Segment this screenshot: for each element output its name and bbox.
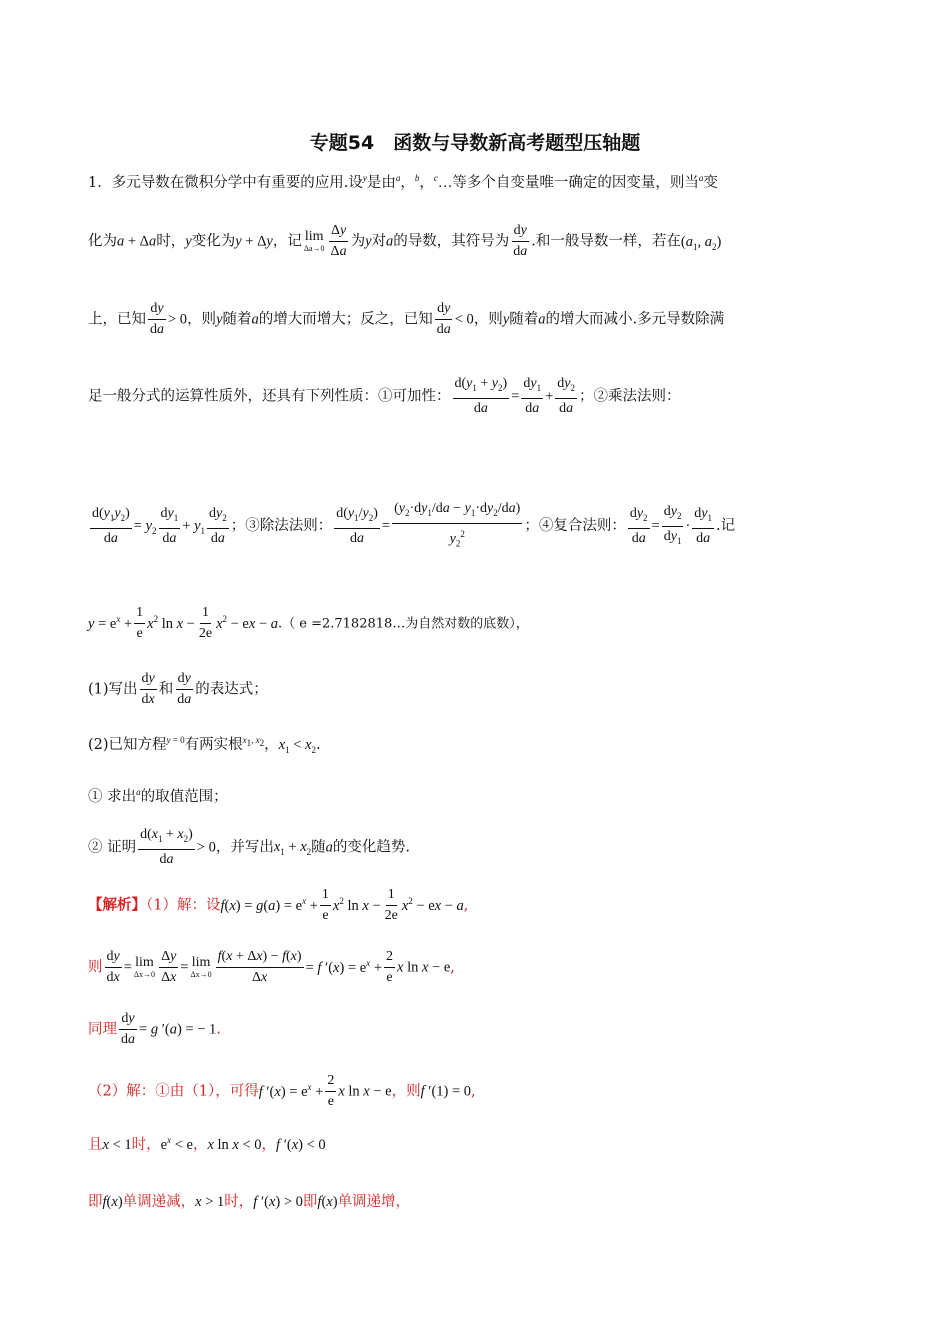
text: 1．多元导数在微积分学中有重要的应用.设: [88, 174, 363, 191]
text: 时，: [224, 1194, 254, 1210]
text: ；②乘法法则：: [579, 388, 681, 405]
text: 有两实根: [184, 736, 243, 753]
text: ，则: [473, 311, 503, 328]
text: ，并写出: [215, 839, 274, 856]
solution-line-5: 且x < 1时，$e^x < e$，x ln x < 0，f ′(x) < 0: [88, 1135, 326, 1153]
solution-line-3: 同理 $\frac{dy}{da}$ = g ′(a) = − 1.: [88, 1011, 221, 1047]
problem-line-6: $y = e^x$ + $\frac{1}{e}$ $x^2$ ln x − $\frac{1}{2e}$ $x^2$ − ex − a.（ e =2.7182818…为自然对数的底数），: [88, 605, 529, 641]
text: 变: [703, 174, 718, 191]
question-1: (1)写出 $\frac{dy}{dx}$ 和 $\frac{dy}{da}$ 的表达式；: [88, 671, 268, 707]
text: 时，: [131, 1136, 161, 1153]
problem-line-2: 化为a + Δa时，y变化为y + Δy，记 lim Δa→0 $\frac{\Delta y}{\Delta a}$ 为y对a的导数，其符号为 $\frac{dy}{da}$ .和一般导数一样，若在($a_1$, $a_2$): [88, 223, 722, 259]
text: ，: [264, 736, 279, 753]
text: 足一般分式的运算性质外，还具有下列性质：①可加性：: [88, 388, 451, 405]
problem-line-4: 足一般分式的运算性质外，还具有下列性质：①可加性： $\frac{d(y_1 + y_2)}{da}$ = $\frac{dy_1}{da}$ + $\frac{dy_2}{da}$ ；②乘法法则：: [88, 376, 681, 416]
text: 时，: [156, 233, 186, 250]
text: 的增大而减小.多元导数除满: [545, 311, 725, 328]
text: ① 求出: [88, 788, 137, 805]
solution-line-4: （2）解：①由（1），可得f $'(x) = e^x$ + $\frac{2}{e}$ x ln x − e，则f ′(1) = 0,: [88, 1073, 476, 1109]
text: ，: [419, 174, 434, 191]
text: 且: [88, 1136, 103, 1153]
question-4: ② 证明 $\frac{d(x_1 + x_2)}{da}$ > 0，并写出$x_1 + x_2$随a的变化趋势.: [88, 827, 411, 867]
question-2: (2)已知方程$^{y = 0}$有两实根$^{x_1, x_2}$，$x_1 < x_2$.: [88, 735, 321, 755]
text: 随: [311, 839, 326, 856]
text: （2）解：①由（1），可得: [88, 1083, 259, 1100]
text: 单调递减，: [122, 1194, 196, 1210]
text: 是由: [366, 174, 396, 191]
solution-line-1: 【解析】（1）解：设$f(x) = g(a) = e^x$ + $\frac{1}{e}$ $x^2$ ln x − $\frac{1}{2e}$ $x^2$ − ex − a,: [88, 887, 469, 923]
text: ② 证明: [88, 839, 137, 856]
text: 为自然对数的底数），: [405, 616, 529, 632]
problem-line-3: 上，已知 $\frac{dy}{da}$ > 0，则y随着a的增大而增大；反之，已知 $\frac{dy}{da}$ < 0，则y随着a的增大而减小.多元导数除满: [88, 301, 725, 337]
text: .和一般导数一样，若在: [531, 233, 681, 250]
text: 的取值范围；: [140, 788, 228, 805]
question-3: ① 求出$^a$的取值范围；: [88, 787, 228, 805]
text: （ e =2.7182818: [282, 616, 393, 632]
text: 的增大而增大；反之，已知: [258, 311, 433, 328]
text: 变化为: [191, 233, 236, 250]
text: ，则: [187, 311, 217, 328]
text: 为: [350, 233, 366, 250]
text: (1)写出: [88, 681, 138, 698]
problem-line-5: $\frac{d(y_1y_2)}{da}$ = $y_2$ $\frac{dy_1}{da}$ + $y_1$ $\frac{dy_2}{da}$ ；③除法法则： $\frac{d(y_1/y_2)}{da}$ = $\frac{(y_2\cdot dy_1/da - y_1\cdot dy_2/da)}{y_2^2}$ ；④复合法则： $\frac{dy_2}{da}$ = $\frac{dy_2}{dy_1}$ · $\frac{dy_1}{da}$ .记: [92, 501, 736, 549]
text: ；④复合法则：: [524, 518, 626, 535]
text: 等多个自变量唯一确定的因变量，则当: [452, 174, 699, 191]
text: 的表达式；: [195, 681, 268, 698]
text: ，: [400, 174, 415, 191]
text: 即: [88, 1194, 103, 1210]
solution-line-2: 则 $\frac{dy}{dx}$ = lim Δx→0 $\frac{\Delta y}{\Delta x}$ = lim Δx→0 $\frac{f(x + \Delta x) - f(x)}{\Delta x}$ = f $'(x) = e^x$ + $\frac{2}{e}$ x ln x − e,: [88, 949, 455, 985]
text: ，则: [391, 1083, 421, 1100]
text: ；③除法法则：: [230, 518, 333, 535]
text: 的导数，其符号为: [393, 233, 510, 250]
analysis-tag: 【解析】: [88, 896, 146, 914]
solution-line-6: 即f(x)单调递减，x > 1时，f ′(x) > 0即f(x)单调递增，: [88, 1194, 411, 1210]
text: (2)已知方程: [88, 736, 167, 753]
problem-line-1: 1．多元导数在微积分学中有重要的应用.设$^y$是由$^a$，$^b$，$^c$…等多个自变量唯一确定的因变量，则当$^a$变: [88, 173, 718, 191]
text: .记: [716, 518, 736, 535]
text: 则: [88, 959, 103, 976]
text: 单调递增，: [337, 1194, 411, 1210]
text: 和: [158, 681, 174, 698]
text: 对: [371, 233, 386, 250]
text: （1）解：设: [146, 897, 221, 914]
page-title: 专题54 函数与导数新高考题型压轴题: [309, 132, 641, 154]
text: 同理: [88, 1021, 117, 1038]
text: 上，已知: [88, 311, 146, 328]
text: 的变化趋势.: [332, 839, 411, 856]
text: 随着: [222, 311, 252, 328]
text: ，记: [272, 233, 302, 250]
text: 随着: [509, 311, 539, 328]
text: 化为: [88, 233, 117, 250]
text: 即: [302, 1194, 318, 1210]
